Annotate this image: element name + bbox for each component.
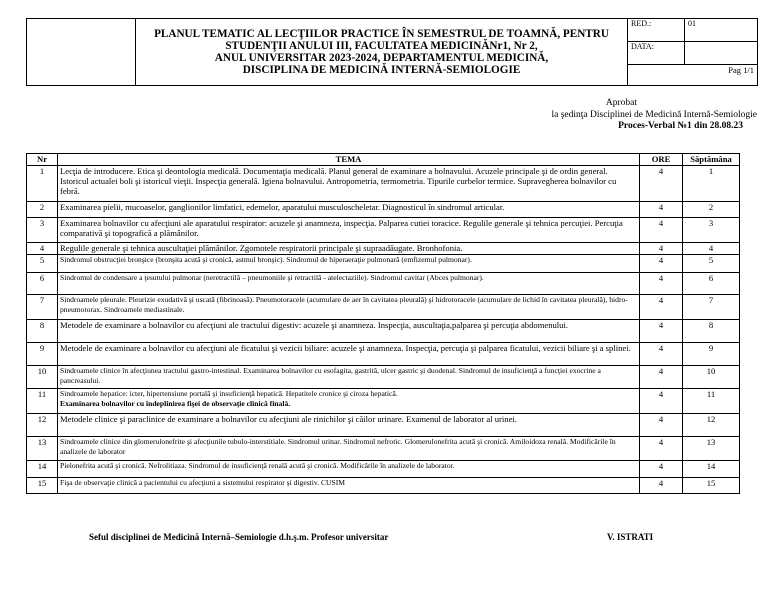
row-saptamana: 3 <box>683 218 740 243</box>
row-tema-text: Examinarea pielii, mucoaselor, ganglionilor limfatici, edemelor, aparatului musculoscheletar. Diagnosticul în sindromul articular. <box>60 202 505 212</box>
logo-area <box>27 19 136 86</box>
table-row <box>27 273 740 295</box>
row-saptamana: 4 <box>683 243 740 255</box>
row-saptamana: 10 <box>683 366 740 389</box>
red-value: 01 <box>685 19 758 42</box>
row-saptamana: 7 <box>683 295 740 320</box>
table-header-row <box>27 154 740 166</box>
row-nr: 14 <box>27 461 58 478</box>
header-ore: ORE <box>640 154 683 166</box>
table-row <box>27 478 740 494</box>
row-saptamana: 2 <box>683 202 740 218</box>
row-tema-text: Examinarea bolnavilor cu afecţiuni ale aparatului respirator: acuzele şi anamneza, inspecţia. Palparea cutiei toracice. Regulile generale şi tehnica percuţiei. Percuţia comparativă şi topografică a plămânilor. <box>60 218 623 238</box>
row-tema <box>58 389 640 414</box>
row-tema-text: Regulile generale şi tehnica auscultaţiei plămânilor. Zgomotele respiratorii principale şi supraadăugate. Bronhofonia. <box>60 243 463 253</box>
row-tema <box>58 461 640 478</box>
row-tema <box>58 366 640 389</box>
row-tema-text: Sindroamele clinice în afecţiunea tractului gastro-intestinal. Examinarea bolnavilor cu esofagita, gastrită, ulcer gastric şi duodenal. Sindromul de insuficienţă a funcţiei exocrine a pancreasului. <box>60 366 601 385</box>
row-nr: 13 <box>27 437 58 461</box>
title-line-4: DISCIPLINA DE MEDICINĂ INTERNĂ-SEMIOLOGIE <box>242 64 521 76</box>
row-nr: 8 <box>27 320 58 343</box>
row-tema <box>58 343 640 366</box>
row-ore: 4 <box>640 478 683 494</box>
row-tema-text: Pielonefrita acută şi cronică. Nefrolitiaza. Sindromul de insuficienţă renală acută şi cronică. Modificările în analizele de laborator. <box>60 461 455 470</box>
table-row <box>27 295 740 320</box>
row-tema-text: Metodele clinice şi paraclinice de examinare a bolnavilor cu afecţiuni ale rinichilor şi căilor urinare. Examenul de laborator al urinei. <box>60 414 517 424</box>
table-row <box>27 366 740 389</box>
row-tema <box>58 273 640 295</box>
row-nr: 2 <box>27 202 58 218</box>
row-tema <box>58 255 640 273</box>
row-ore: 4 <box>640 202 683 218</box>
approval-block <box>551 98 757 133</box>
table-row <box>27 255 740 273</box>
data-value <box>685 42 758 65</box>
row-tema-text: Sindroamele hepatice: icter, hipertensiune portală şi insuficienţă hepatică. Hepatitele cronice şi ciroza hepatică. <box>60 389 398 398</box>
row-ore: 4 <box>640 255 683 273</box>
approval-meeting: la şedinţa Disciplinei de Medicină Internă-Semiologie <box>551 109 757 120</box>
title-line-3: ANUL UNIVERSITAR 2023-2024, DEPARTAMENTUL MEDICINĂ, <box>214 52 549 64</box>
table-row <box>27 437 740 461</box>
row-tema-text: Metodele de examinare a bolnavilor cu afecţiuni ale ficatului şi vezicii biliare: acuzele şi anamneza. Inspecţia, percuţia şi palparea ficatului, vezicii biliare şi a splinei. <box>60 343 631 353</box>
row-nr: 4 <box>27 243 58 255</box>
row-ore: 4 <box>640 343 683 366</box>
row-ore: 4 <box>640 389 683 414</box>
header-nr: Nr <box>27 154 58 166</box>
row-ore: 4 <box>640 461 683 478</box>
table-row <box>27 166 740 202</box>
row-ore: 4 <box>640 437 683 461</box>
red-label: RED.: <box>628 19 685 42</box>
row-nr: 6 <box>27 273 58 295</box>
row-tema-bold-text: Examinarea bolnavilor cu îndeplinirea fişei de observaţie clinică finală. <box>60 399 291 408</box>
page-number: Pag 1/1 <box>628 65 758 86</box>
row-saptamana: 5 <box>683 255 740 273</box>
signature-line <box>89 532 669 542</box>
row-tema-text: Sindromul obstrucţiei bronşice (bronşita acută şi cronică, astmul bronşic). Sindromul de hiperaeraţie pulmonară (emfizemul pulmonar). <box>60 255 472 264</box>
row-tema <box>58 295 640 320</box>
header-saptamana: Săptămâna <box>683 154 740 166</box>
row-nr: 5 <box>27 255 58 273</box>
row-tema-text: Lecţia de introducere. Etica şi deontologia medicală. Documentaţia medicală. Planul general de examinare a bolnavului. Acuzele principale şi de ordin general. Istoricul actualei boli şi istoricul vieţii. Inspecţia generală. Igiena bolnavului. Antropometria, termometria. Tipurile curbelor termice. Supravegherea bolnavilor cu febră. <box>60 166 617 196</box>
table-row <box>27 461 740 478</box>
data-label: DATA: <box>628 42 685 65</box>
row-tema-text: Sindroamele clinice din glomerulonefrite şi afecţiunile tubulo-interstitiale. Sindromul urinar. Sindromul nefrotic. Glomerulonefrita acută şi cronică. Amiloidoza renală. Modificările în analizele de laborator <box>60 437 616 456</box>
row-nr: 3 <box>27 218 58 243</box>
row-nr: 15 <box>27 478 58 494</box>
table-row <box>27 320 740 343</box>
row-tema <box>58 218 640 243</box>
row-ore: 4 <box>640 273 683 295</box>
row-tema <box>58 166 640 202</box>
row-nr: 12 <box>27 414 58 437</box>
row-saptamana: 8 <box>683 320 740 343</box>
row-nr: 9 <box>27 343 58 366</box>
row-saptamana: 9 <box>683 343 740 366</box>
topics-table <box>26 153 740 494</box>
row-ore: 4 <box>640 243 683 255</box>
row-tema <box>58 320 640 343</box>
row-tema-text: Metodele de examinare a bolnavilor cu afecţiuni ale tractului digestiv: acuzele şi anamneza. Inspecţia, auscultaţia,palparea şi percuţia abdomenului. <box>60 320 569 330</box>
row-saptamana: 12 <box>683 414 740 437</box>
row-saptamana: 1 <box>683 166 740 202</box>
title-line-2: STUDENŢII ANULUI III, FACULTATEA MEDICINĂNr1, Nr 2, <box>225 40 538 52</box>
document-header <box>26 18 758 86</box>
approval-title: Aprobat <box>605 98 637 108</box>
row-nr: 10 <box>27 366 58 389</box>
table-row <box>27 414 740 437</box>
row-tema <box>58 437 640 461</box>
table-row <box>27 243 740 255</box>
row-tema-text: Fişa de observaţie clinică a pacientului cu afecţiuni a sistemului respirator şi digestiv. CUSIM <box>60 478 346 487</box>
row-nr: 11 <box>27 389 58 414</box>
header-tema: TEMA <box>58 154 640 166</box>
row-ore: 4 <box>640 366 683 389</box>
row-tema <box>58 202 640 218</box>
row-nr: 7 <box>27 295 58 320</box>
row-ore: 4 <box>640 295 683 320</box>
row-saptamana: 11 <box>683 389 740 414</box>
table-row <box>27 389 740 414</box>
approval-protocol: Proces-Verbal №1 din 28.08.23 <box>618 121 743 131</box>
row-tema-text: Sindroamele pleurale. Pleurizie exudativă şi uscată (fibrinoasă). Pneumotoracele (acumulare de aer în cavitatea pleurală) şi hidrotoracele (acumulare de lichid în cavitatea pleurală), hidro-pneumotorax. Sindroamele mediastinale. <box>60 295 628 314</box>
document-title <box>136 19 628 86</box>
row-ore: 4 <box>640 414 683 437</box>
row-saptamana: 13 <box>683 437 740 461</box>
row-ore: 4 <box>640 320 683 343</box>
row-ore: 4 <box>640 166 683 202</box>
table-row <box>27 218 740 243</box>
title-line-1: PLANUL TEMATIC AL LECŢIILOR PRACTICE ÎN SEMESTRUL DE TOAMNĂ, PENTRU <box>154 28 609 40</box>
row-tema-text: Sindromul de condensare a ţesutului pulmonar (neretractilă – pneumoniile şi retractilă - atelectaziile). Sindromul cavitar (Abces pulmonar). <box>60 273 484 282</box>
table-row <box>27 202 740 218</box>
row-tema <box>58 414 640 437</box>
row-nr: 1 <box>27 166 58 202</box>
row-saptamana: 6 <box>683 273 740 295</box>
signature-title: Seful disciplinei de Medicină Internă–Semiologie d.h.ş.m. Profesor universitar <box>89 532 389 542</box>
row-ore: 4 <box>640 218 683 243</box>
row-tema <box>58 243 640 255</box>
signature-name: V. ISTRATI <box>607 532 654 542</box>
table-row <box>27 343 740 366</box>
row-tema <box>58 478 640 494</box>
row-saptamana: 15 <box>683 478 740 494</box>
row-saptamana: 14 <box>683 461 740 478</box>
